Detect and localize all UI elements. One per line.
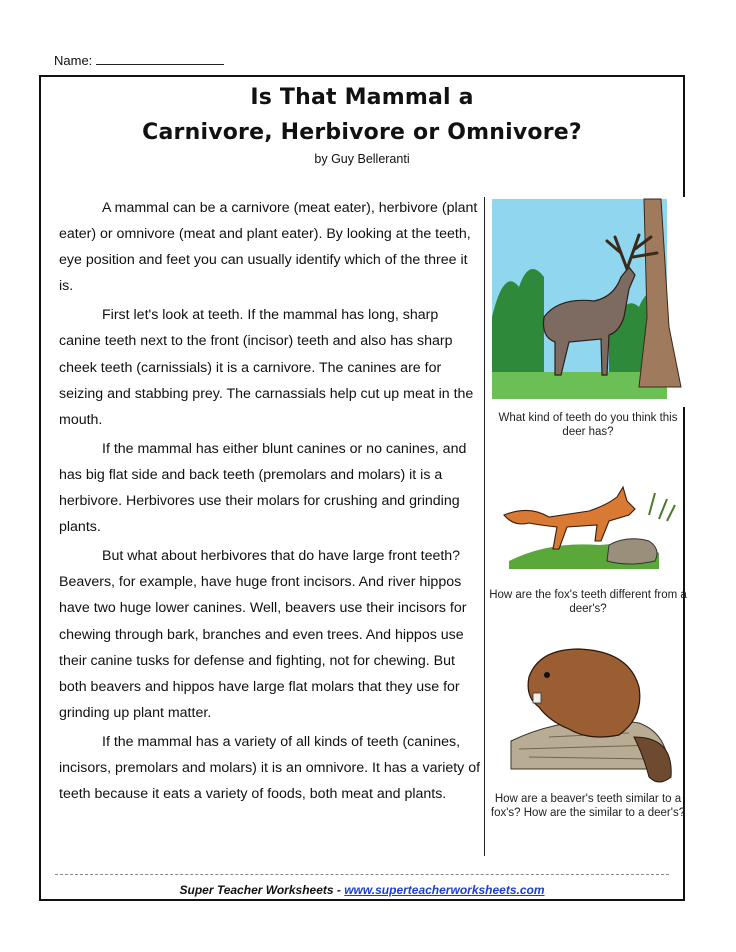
fox-illustration xyxy=(489,475,687,577)
fox-caption: How are the fox's teeth different from a deer's? xyxy=(489,589,687,615)
beaver-caption: How are a beaver's teeth similar to a fox's? How are the similar to a deer's? xyxy=(490,793,686,819)
footer-divider xyxy=(55,874,669,875)
footer-brand: Super Teacher Worksheets - xyxy=(179,883,341,897)
worksheet-frame xyxy=(39,75,685,901)
deer-caption: What kind of teeth do you think this deer has? xyxy=(498,412,678,438)
fox-figure xyxy=(489,475,687,616)
name-field xyxy=(54,52,224,68)
title-line-2: Carnivore, Herbivore or Omnivore? xyxy=(142,120,582,145)
paragraph-5: If the mammal has a variety of all kinds of teeth (canines, incisors, premolars and molars) it is an omnivore. It has a variety of teeth because it eats a variety of foods, both meat and plants. xyxy=(59,733,481,803)
paragraph-2: First let's look at teeth. If the mammal has long, sharp canine teeth next to the front (incisor) teeth and also has sharp cheek teeth (carnissials) it is a carnivore. The canines are for seizing and stabbing prey. The carnassials help cut up meat in the mouth. xyxy=(59,307,474,428)
footer xyxy=(41,883,683,897)
title-line-1: Is That Mammal a xyxy=(250,85,474,110)
beaver-illustration xyxy=(489,637,687,789)
beaver-figure xyxy=(489,637,687,820)
paragraph-3: If the mammal has either blunt canines or no canines, and has big flat side and back teeth (premolars and molars) it is a herbivore. Herbivores use their molars for crushing and grinding plants. xyxy=(59,440,467,536)
byline: by Guy Belleranti xyxy=(314,152,410,166)
deer-figure xyxy=(489,197,687,439)
column-divider xyxy=(484,197,485,856)
name-blank-line xyxy=(96,52,224,65)
deer-illustration xyxy=(489,197,687,407)
paragraph-1: A mammal can be a carnivore (meat eater), herbivore (plant eater) or omnivore (meat and plant eater). By looking at the teeth, eye position and feet you can usually identify which of the three it is. xyxy=(59,200,478,295)
paragraph-4: But what about herbivores that do have large front teeth? Beavers, for example, have huge front incisors. And river hippos have two huge lower canines. Well, beavers use their incisors for chewing through bark, branches and even trees. And hippos use their canine tusks for defense and fighting, not for chewing. But both beavers and hippos have large flat molars that they use for grinding up plant matter. xyxy=(59,548,467,721)
article-body xyxy=(59,195,483,810)
name-label: Name: xyxy=(54,53,93,68)
footer-link[interactable]: www.superteacherworksheets.com xyxy=(344,883,545,897)
